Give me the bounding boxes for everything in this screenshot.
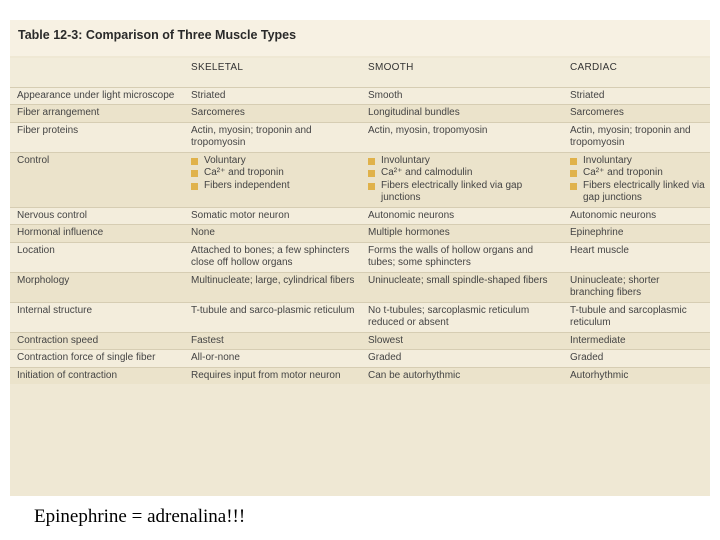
bullet-list [570,155,706,205]
cell-skeletal: Actin, myosin; troponin and tropomyosin [184,122,361,152]
table-row [10,105,710,123]
bullet-list [368,155,559,205]
cell-skeletal: Requires input from motor neuron [184,367,361,384]
table-row [10,367,710,384]
bullet-list [191,155,357,193]
row-label: Contraction force of single fiber [10,350,184,368]
bullet-item: Ca²⁺ and troponin [191,167,357,180]
cell-cardiac: Graded [563,350,710,368]
cell-cardiac [563,152,710,207]
table-row [10,87,710,105]
bullet-item: Involuntary [368,155,559,168]
cell-smooth: No t-tubules; sarcoplasmic reticulum reduced or absent [361,302,563,332]
cell-smooth: Uninucleate; small spindle-shaped fibers [361,272,563,302]
cell-skeletal [184,152,361,207]
slide-caption: Epinephrine = adrenalina!!! [34,506,246,527]
table-row [10,242,710,272]
cell-skeletal: Striated [184,87,361,105]
cell-cardiac: Autorhythmic [563,367,710,384]
bullet-item: Ca²⁺ and calmodulin [368,167,559,180]
cell-skeletal: Sarcomeres [184,105,361,123]
row-label: Initiation of contraction [10,367,184,384]
table-row [10,302,710,332]
table-panel [10,20,710,496]
table-title: Table 12-3: Comparison of Three Muscle Types [18,28,297,42]
cell-skeletal: Attached to bones; a few sphincters close off hollow organs [184,242,361,272]
row-label: Location [10,242,184,272]
header-cardiac: CARDIAC [563,58,710,87]
row-label: Hormonal influence [10,225,184,243]
cell-smooth: Autonomic neurons [361,207,563,225]
cell-skeletal: All-or-none [184,350,361,368]
table-row [10,272,710,302]
cell-cardiac: Sarcomeres [563,105,710,123]
cell-skeletal: Fastest [184,332,361,350]
header-smooth: SMOOTH [361,58,563,87]
cell-smooth [361,152,563,207]
row-label: Morphology [10,272,184,302]
cell-smooth: Slowest [361,332,563,350]
cell-smooth: Forms the walls of hollow organs and tubes; some sphincters [361,242,563,272]
table-row [10,332,710,350]
cell-cardiac: Actin, myosin; troponin and tropomyosin [563,122,710,152]
bullet-item: Fibers electrically linked via gap junctions [368,180,559,205]
header-blank [10,58,184,87]
bullet-item: Involuntary [570,155,706,168]
table-row [10,152,710,207]
cell-cardiac: Striated [563,87,710,105]
cell-smooth: Actin, myosin, tropomyosin [361,122,563,152]
table-row [10,122,710,152]
cell-skeletal: None [184,225,361,243]
bullet-item: Voluntary [191,155,357,168]
row-label: Fiber proteins [10,122,184,152]
row-label: Internal structure [10,302,184,332]
cell-smooth: Multiple hormones [361,225,563,243]
cell-smooth: Graded [361,350,563,368]
table-row [10,350,710,368]
table-row [10,225,710,243]
bullet-item: Fibers independent [191,180,357,193]
cell-skeletal: Multinucleate; large, cylindrical fibers [184,272,361,302]
cell-cardiac: Autonomic neurons [563,207,710,225]
cell-skeletal: Somatic motor neuron [184,207,361,225]
row-label: Fiber arrangement [10,105,184,123]
bullet-item: Fibers electrically linked via gap junctions [570,180,706,205]
row-label: Nervous control [10,207,184,225]
cell-skeletal: T-tubule and sarco-plasmic reticulum [184,302,361,332]
row-label: Appearance under light microscope [10,87,184,105]
row-label: Contraction speed [10,332,184,350]
cell-cardiac: Intermediate [563,332,710,350]
cell-cardiac: T-tubule and sarcoplasmic reticulum [563,302,710,332]
cell-cardiac: Epinephrine [563,225,710,243]
comparison-table [10,58,710,384]
table-row [10,207,710,225]
header-row [10,58,710,87]
header-skeletal: SKELETAL [184,58,361,87]
cell-cardiac: Heart muscle [563,242,710,272]
bullet-item: Ca²⁺ and troponin [570,167,706,180]
cell-smooth: Longitudinal bundles [361,105,563,123]
cell-smooth: Smooth [361,87,563,105]
row-label: Control [10,152,184,207]
cell-cardiac: Uninucleate; shorter branching fibers [563,272,710,302]
cell-smooth: Can be autorhythmic [361,367,563,384]
